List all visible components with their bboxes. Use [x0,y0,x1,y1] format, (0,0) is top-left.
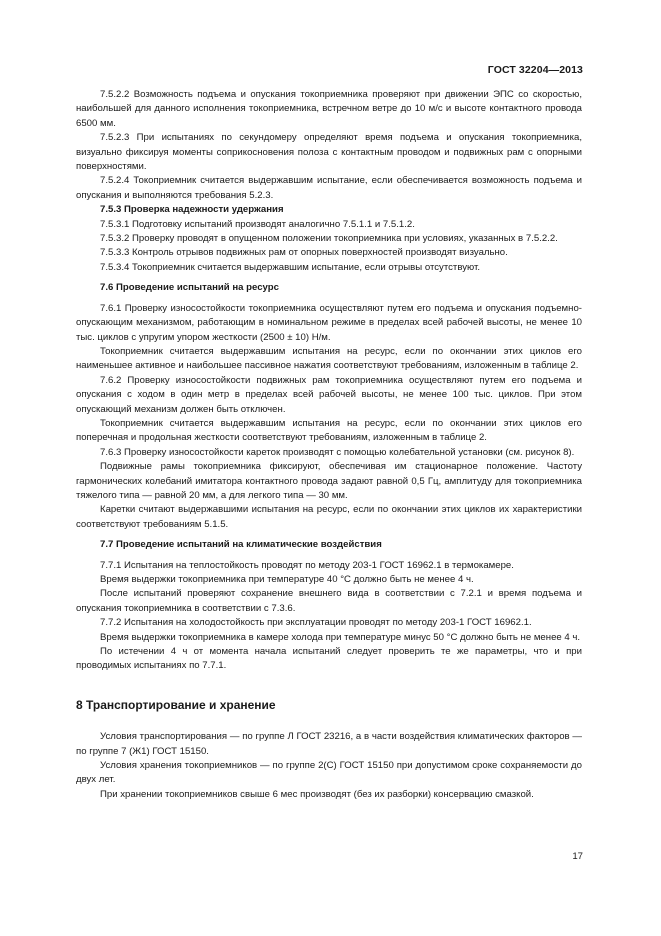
paragraph: Токоприемник считается выдержавшим испытания на ресурс, если по окончании этих циклов его поперечная и продольная жесткости соответствуют требованиям, изложенным в таблице 2. [76,417,582,444]
paragraph: 7.6.3 Проверку износостойкости кареток производят с помощью колебательной установки (см. рисунок 8). [100,446,575,458]
paragraph: При хранении токоприемников свыше 6 мес производят (без их разборки) консервацию смазкой. [100,788,534,800]
document-body [76,88,582,802]
paragraph: 7.5.3.3 Контроль отрывов подвижных рам от опорных поверхностей производят визуально. [100,247,508,259]
chapter-heading: 8 Транспортирование и хранение [76,697,276,712]
paragraph: 7.5.2.2 Возможность подъема и опускания токоприемника проверяют при движении ЭПС со скоростью, наибольшей для данного исполнения токоприемника, встречном ветре до 10 м/с и высоте контактного провода 6500 мм. [76,89,582,129]
section-heading: 7.5.3 Проверка надежности удержания [100,204,284,216]
paragraph: 7.5.2.3 При испытаниях по секундомеру определяют время подъема и опускания токоприемника, визуально фиксируя моменты соприкосновения полоза с контактным проводом и подвижных рам с опорными поверхностями. [76,132,582,173]
paragraph: 7.5.2.4 Токоприемник считается выдержавшим испытание, если обеспечивается возможность подъема и опускания и выполняются требования 5.2.3. [76,175,582,201]
section-heading: 7.6 Проведение испытаний на ресурс [100,282,279,294]
paragraph: 7.5.3.4 Токоприемник считается выдержавшим испытание, если отрывы отсутствуют. [100,261,480,273]
paragraph: 7.6.2 Проверку износостойкости подвижных рам токоприемника осуществляют путем его подъема и опускания с ходом в один метр в пределах всей рабочей высоты, не менее 100 тыс. циклов. При этом опускающий механизм должен быть отключен. [76,374,582,415]
paragraph: Токоприемник считается выдержавшим испытания на ресурс, если по окончании этих циклов его наименьшее активное и наибольшее пассивное нажатия соответствуют требованиям, изложенным в таблице 2. [76,345,582,372]
section-heading: 7.7 Проведение испытаний на климатические воздействия [100,539,382,551]
page-number: 17 [572,851,583,862]
paragraph: 7.6.1 Проверку износостойкости токоприемника осуществляют путем его подъема и опускания подъемно-опускающим механизмом, работающим в номинальном режиме в пределах всей рабочей высоты, не менее 10 тыс. циклов с упругим упором жесткости (2500 ± 10) Н/м. [76,302,582,343]
paragraph: Время выдержки токоприемника при температуре 40 °С должно быть не менее 4 ч. [100,574,474,585]
document-header: ГОСТ 32204—2013 [487,64,583,76]
paragraph: Каретки считают выдержавшими испытания на ресурс, если по окончании этих циклов их характеристики соответствуют требованиям 5.1.5. [76,504,582,530]
paragraph: По истечении 4 ч от момента начала испытаний следует проверить те же параметры, что и при проводимых испытаниях по 7.7.1. [76,646,582,672]
paragraph: Подвижные рамы токоприемника фиксируют, обеспечивая им стационарное положение. Частоту гармонических колебаний имитатора контактного провода задают равной 0,5 Гц, амплитуду для токоприемника тяжелого типа — равной 20 мм, а для легкого типа — 30 мм. [76,461,582,501]
paragraph: 7.5.3.2 Проверку проводят в опущенном положении токоприемника при условиях, указанных в 7.5.2.2. [100,233,558,245]
paragraph: Условия хранения токоприемников — по группе 2(С) ГОСТ 15150 при допустимом сроке сохраняемости до двух лет. [76,760,582,786]
paragraph: 7.7.1 Испытания на теплостойкость проводят по методу 203-1 ГОСТ 16962.1 в термокамере. [100,559,514,571]
paragraph: 7.7.2 Испытания на холодостойкость при эксплуатации проводят по методу 203-1 ГОСТ 16962.1. [100,617,532,629]
paragraph: 7.5.3.1 Подготовку испытаний производят аналогично 7.5.1.1 и 7.5.1.2. [100,218,415,230]
paragraph: Время выдержки токоприемника в камере холода при температуре минус 50 °С должно быть не менее 4 ч. [100,631,581,643]
paragraph: Условия транспортирования — по группе Л ГОСТ 23216, а в части воздействия климатических факторов — по группе 7 (Ж1) ГОСТ 15150. [76,731,582,757]
paragraph: После испытаний проверяют сохранение внешнего вида в соответствии с 7.2.1 и время подъема и опускания токоприемника в соответствии с 7.3.6. [76,588,582,614]
